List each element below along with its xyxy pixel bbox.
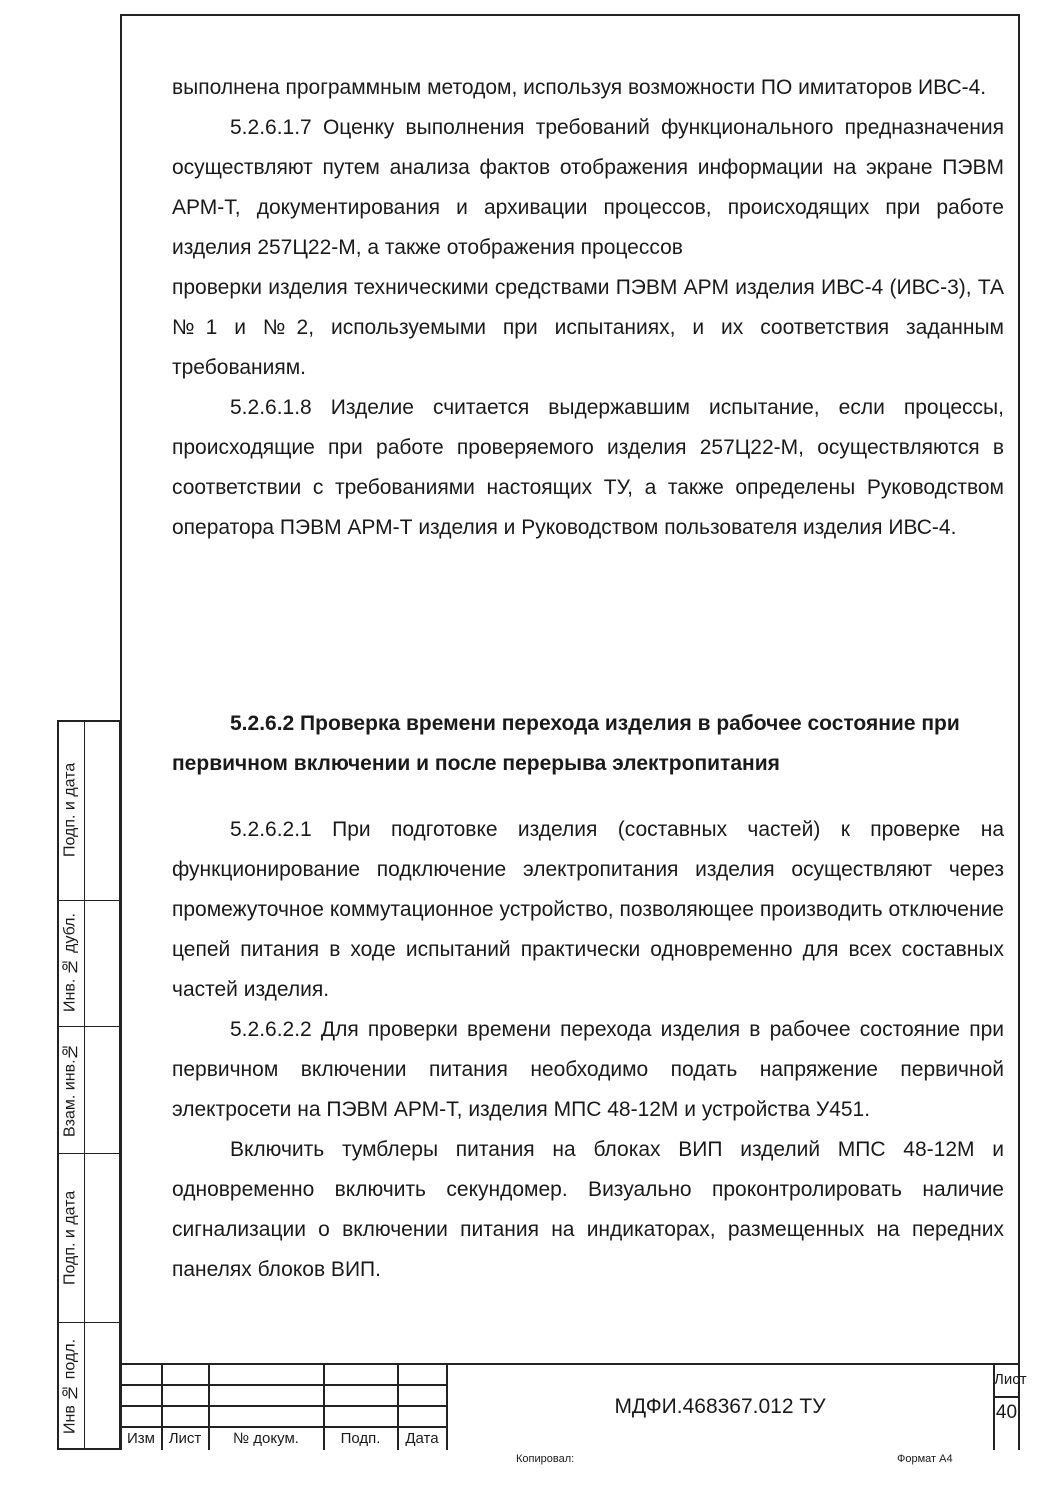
side-label-inv-podl: Инв № подл. (61, 1338, 79, 1434)
col-date: Дата (405, 1430, 439, 1447)
footer-copied: Копировал: (516, 1453, 575, 1465)
sheet-label: Лист (994, 1371, 1027, 1388)
scan-artifact (29, 52, 100, 83)
document-code: МДФИ.468367.012 ТУ (614, 1394, 826, 1418)
paragraph: Включить тумблеры питания на блоках ВИП изделий МПС 48-12М и одновременно включить секундомер. Визуально проконтролировать наличие сигнализации о включении питания на индикаторах, размещенных на передних панелях блоков ВИП. (172, 1138, 1004, 1281)
paragraph: выполнена программным методом, используя возможности ПО имитаторов ИВС-4. (172, 76, 987, 99)
section-heading-block (172, 704, 992, 784)
paragraph: 5.2.6.2.2 Для проверки времени перехода изделия в рабочее состояние при первичном включении питания необходимо подать напряжение первичной электросети на ПЭВМ АРМ-Т, изделия МПС 48-12М и устройства У451. (172, 1018, 1004, 1121)
side-label-vzam-inv: Взам. инв.№ (61, 1042, 79, 1137)
frame-right-border (1018, 14, 1020, 1450)
section-heading: 5.2.6.2 Проверка времени перехода изделия в рабочее состояние при первичном включении и после перерыва электропитания (172, 712, 960, 775)
paragraph: 5.2.6.1.7 Оценку выполнения требований функционального предназначения осуществляют путем анализа фактов отображения информации на экране ПЭВМ АРМ-Т, документирования и архивации процессов, происходящих при работе изделия 257Ц22-М, а также отображения процессов (172, 116, 1004, 259)
title-block-rule (993, 1396, 1019, 1398)
side-label-inv-dubl: Инв. № дубл. (61, 913, 79, 1013)
paragraph: 5.2.6.2.1 При подготовке изделия (составных частей) к проверке на функционирование подключение электропитания изделия осуществляют через промежуточное коммутационное устройство, позволяющее производить отключение цепей питания в ходе испытаний практически одновременно для всех составных частей изделия. (172, 818, 1004, 1001)
paragraph: проверки изделия техническими средствами ПЭВМ АРМ изделия ИВС-4 (ИВС-3), ТА №1 и №2, используемыми при испытаниях, и их соответствия заданным требованиям. (172, 276, 1004, 379)
col-signature: Подп. (340, 1430, 381, 1447)
side-label-sign-date: Подп. и дата (61, 762, 79, 858)
paragraph: 5.2.6.1.8 Изделие считается выдержавшим испытание, если процессы, происходящие при работе проверяемого изделия 257Ц22-М, осуществляются в соответствии с требованиями настоящих ТУ, а также определены Руководством оператора ПЭВМ АРМ-Т изделия и Руководством пользователя изделия ИВС-4. (172, 396, 1004, 539)
side-label-sign-date-2: Подп. и дата (61, 1190, 79, 1285)
frame-top-border (121, 14, 1020, 16)
sheet-number: 40 (995, 1402, 1018, 1423)
col-doc-number: № докум. (233, 1430, 299, 1447)
footer-format: Формат А4 (897, 1453, 953, 1465)
col-list: Лист (168, 1430, 202, 1447)
col-izm: Изм (127, 1430, 155, 1447)
text-block-2 (172, 810, 1004, 1290)
text-block-1 (172, 68, 1004, 548)
side-stamp-divider (84, 720, 85, 1450)
